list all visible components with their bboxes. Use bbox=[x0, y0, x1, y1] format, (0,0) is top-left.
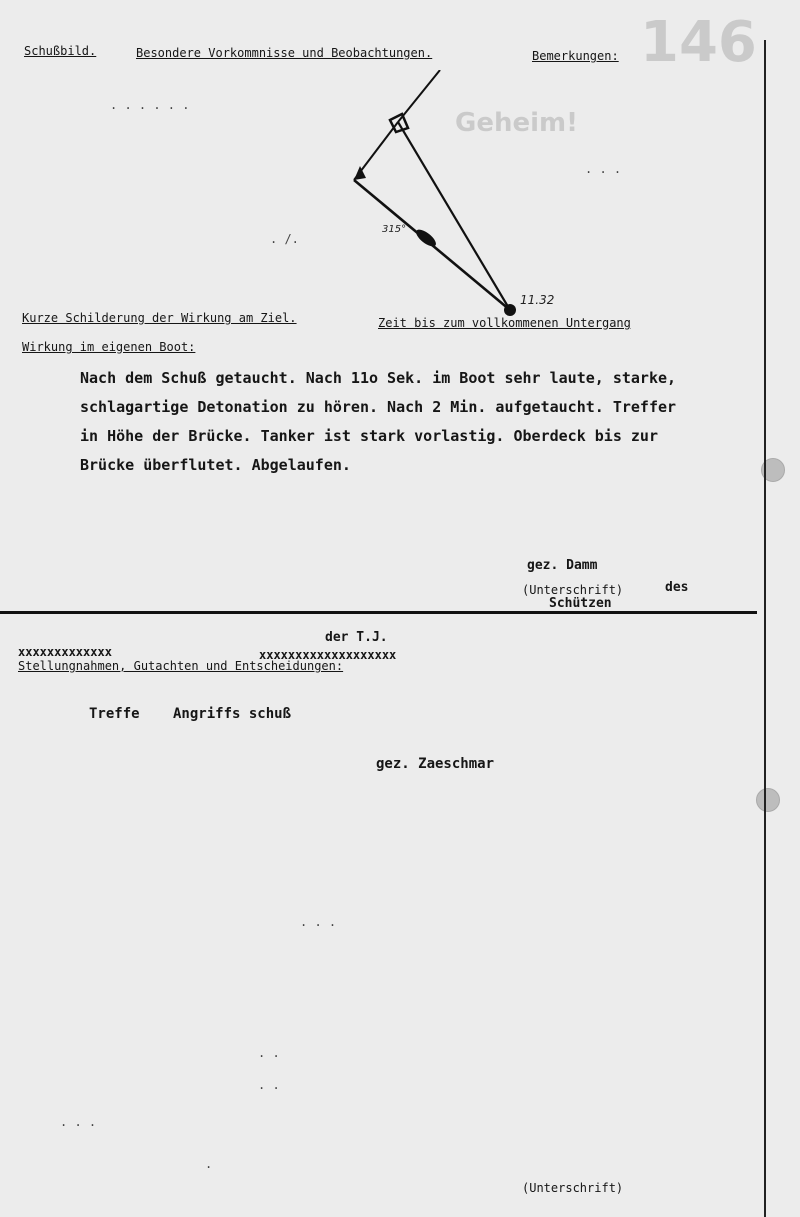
effect-line-4: Brücke überflutet. Abgelaufen. bbox=[80, 456, 351, 474]
struck-text-right: xxxxxxxxxxxxxxxxxxx bbox=[259, 648, 397, 662]
dots-row-6: . . bbox=[258, 1078, 280, 1092]
tj-text-left: Treffe bbox=[89, 706, 140, 722]
right-margin-rule bbox=[764, 40, 766, 1217]
dots-row-8: . bbox=[205, 1157, 213, 1171]
tj-signature-label: (Unterschrift) bbox=[522, 1181, 624, 1195]
effect-heading-left: Kurze Schilderung der Wirkung am Ziel. bbox=[22, 311, 297, 325]
shooter-des: des bbox=[665, 580, 689, 595]
torpedo-mark bbox=[413, 227, 438, 250]
dots-row-3: . /. bbox=[270, 232, 299, 246]
bleed-number: 146 bbox=[640, 10, 757, 75]
dots-row-2: . . . bbox=[585, 162, 622, 176]
effect-line-1: Nach dem Schuß getaucht. Nach 11o Sek. im Boot sehr laute, starke, bbox=[80, 369, 677, 387]
target-track-line bbox=[398, 122, 510, 310]
der-tj-label: der T.J. bbox=[325, 630, 388, 645]
shooter-signed-name: gez. Damm bbox=[527, 558, 598, 573]
effect-line-2: schlagartige Detonation zu hören. Nach 2 Min. aufgetaucht. Treffer bbox=[80, 398, 677, 416]
own-boat-heading: Wirkung im eigenen Boot: bbox=[22, 340, 196, 354]
submarine-position-mark bbox=[504, 304, 516, 316]
dots-row-1: . . . . . . bbox=[110, 98, 190, 112]
tj-signed-name: gez. Zaeschmar bbox=[376, 756, 495, 772]
target-course-line bbox=[398, 70, 440, 122]
section-divider bbox=[0, 611, 757, 614]
shooter-schuetzen: Schützen bbox=[549, 596, 612, 611]
bearing-label: 315° bbox=[382, 224, 407, 235]
tj-text-right: Angriffs schuß bbox=[173, 706, 292, 722]
time-label: 11.32 bbox=[520, 293, 555, 307]
dots-row-5: . . bbox=[258, 1046, 280, 1060]
tj-heading: Stellungnahmen, Gutachten und Entscheidungen: bbox=[18, 659, 344, 673]
firing-sketch bbox=[340, 70, 570, 330]
shooter-signature-label: (Unterschrift) bbox=[522, 583, 624, 597]
dots-row-7: . . . bbox=[60, 1115, 97, 1129]
struck-text-left: xxxxxxxxxxxxx bbox=[18, 645, 112, 659]
header-vorkommnisse: Besondere Vorkommnisse und Beobachtungen. bbox=[136, 46, 433, 60]
punch-hole-bottom bbox=[756, 788, 780, 812]
effect-line-3: in Höhe der Brücke. Tanker ist stark vorlastig. Oberdeck bis zur bbox=[80, 427, 658, 445]
dots-row-4: . . . bbox=[300, 915, 337, 929]
header-bemerkungen: Bemerkungen: bbox=[532, 49, 619, 63]
effect-heading-right: Zeit bis zum vollkommenen Untergang bbox=[378, 316, 631, 330]
header-schussbild: Schußbild. bbox=[24, 44, 97, 58]
bleed-stamp: Geheim! bbox=[455, 108, 578, 138]
